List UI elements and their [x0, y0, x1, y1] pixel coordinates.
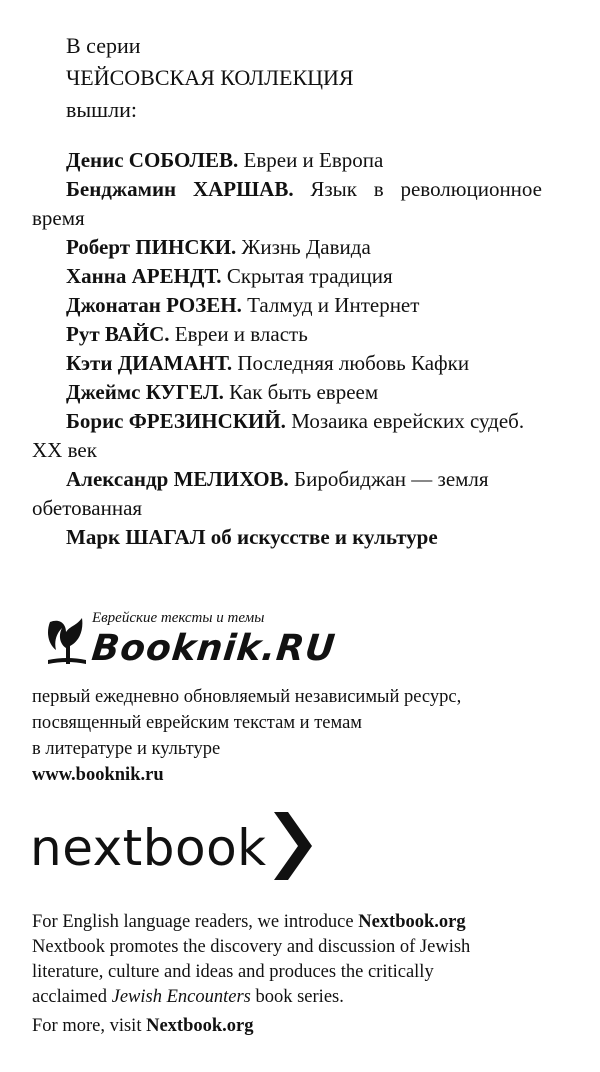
book-title: Как быть евреем	[223, 380, 379, 404]
booknik-tagline: Еврейские тексты и темы	[92, 610, 265, 626]
leaf-book-icon	[44, 612, 90, 668]
book-list	[32, 146, 542, 552]
book-item	[32, 378, 542, 407]
series-name: ЧЕЙСОВСКАЯ КОЛЛЕКЦИЯ	[66, 65, 354, 90]
series-title: Jewish Encounters	[111, 987, 251, 1007]
book-item	[32, 465, 542, 523]
booknik-url-link[interactable]: www.booknik.ru	[32, 765, 164, 785]
english-line: Nextbook promotes the discovery and discussion of Jewish	[32, 937, 471, 957]
series-intro: В серии	[66, 33, 141, 58]
book-item	[32, 291, 542, 320]
english-line	[32, 985, 572, 1010]
english-text: acclaimed	[32, 987, 112, 1007]
english-line: literature, culture and ideas and produces the critically	[32, 962, 434, 982]
book-author: Александр МЕЛИХОВ.	[66, 467, 289, 491]
book-author: Кэти ДИАМАНТ.	[66, 351, 233, 375]
book-author: Джонатан РОЗЕН.	[66, 293, 242, 317]
chevron-right-icon	[270, 810, 314, 882]
book-title: Мозаика еврейских судеб. XX век	[32, 409, 525, 462]
book-item	[32, 349, 542, 378]
book-author: Борис ФРЕЗИНСКИЙ.	[66, 409, 286, 433]
book-title: Язык в революционное время	[32, 177, 542, 230]
book-item	[32, 233, 542, 262]
book-author: Марк ШАГАЛ об искусстве и культуре	[66, 525, 438, 549]
book-title: Скрытая традиция	[221, 264, 393, 288]
book-item	[32, 146, 542, 175]
book-author: Денис СОБОЛЕВ.	[66, 148, 239, 172]
book-title: Талмуд и Интернет	[241, 293, 420, 317]
book-item	[32, 407, 542, 465]
book-author: Рут ВАЙС.	[66, 322, 170, 346]
english-text: For more, visit	[32, 1016, 147, 1036]
english-line	[32, 910, 572, 935]
booknik-logo-text: Booknik.RU	[89, 628, 338, 669]
english-line	[32, 1014, 572, 1039]
book-author: Джеймс КУГЕЛ.	[66, 380, 224, 404]
book-author: Роберт ПИНСКИ.	[66, 235, 237, 259]
booknik-description	[32, 684, 572, 788]
series-published-label: вышли:	[66, 97, 137, 122]
booknik-desc-line: в литературе и культуре	[32, 739, 221, 759]
book-item	[32, 523, 542, 552]
book-title: Евреи и Европа	[238, 148, 384, 172]
book-title: Последняя любовь Кафки	[232, 351, 470, 375]
series-heading	[66, 30, 354, 126]
book-title: Биробиджан — земля обетованная	[32, 467, 489, 520]
book-author: Ханна АРЕНДТ.	[66, 264, 222, 288]
booknik-desc-line: посвященный еврейским текстам и темам	[32, 713, 362, 733]
nextbook-description	[32, 910, 572, 1039]
book-item	[32, 320, 542, 349]
book-item	[32, 262, 542, 291]
english-text: For English language readers, we introduce	[32, 912, 359, 932]
english-text: book series.	[250, 987, 344, 1007]
nextbook-link[interactable]: Nextbook.org	[358, 912, 466, 932]
book-title: Жизнь Давида	[236, 235, 371, 259]
book-title: Евреи и власть	[169, 322, 308, 346]
booknik-desc-line: первый ежедневно обновляемый независимый ресурс,	[32, 687, 462, 707]
nextbook-logo-text: nextbook	[30, 819, 267, 877]
nextbook-visit-link[interactable]: Nextbook.org	[146, 1016, 254, 1036]
book-author: Бенджамин ХАРШАВ.	[66, 177, 294, 201]
book-item	[32, 175, 542, 233]
